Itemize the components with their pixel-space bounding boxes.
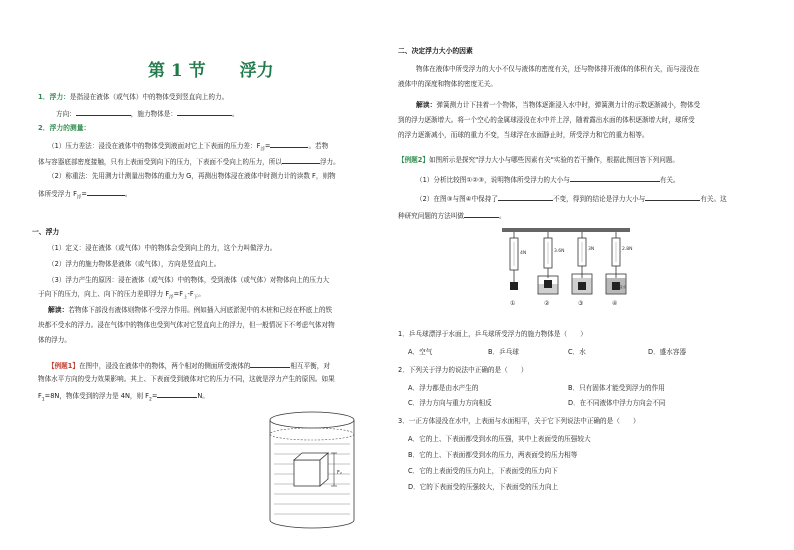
r-note2: 到的浮力逐渐增大。将一个空心的金属球浸没在水中并上浮，随着露出水面的体积逐渐增大时，球所受 <box>398 116 695 124</box>
text: 有关。 <box>659 176 680 184</box>
blank[interactable] <box>464 210 499 218</box>
blank[interactable] <box>157 390 197 398</box>
text: -F <box>187 290 194 298</box>
figure-label: F₂ <box>337 470 342 476</box>
text: 弹簧测力计下挂着一个物体，当物体逐渐浸入水中时，弹簧测力计的示数逐渐减小，物体受 <box>436 101 701 109</box>
text: N。 <box>197 392 209 400</box>
option-c[interactable]: C．水 <box>568 348 586 356</box>
text: 不变，得到的结论是浮力大小与 <box>552 195 646 203</box>
r-line2: 液体中的深度和物体的密度无关。 <box>398 80 497 88</box>
example-2-q2 <box>416 193 727 204</box>
p2-heading <box>38 124 90 133</box>
example-1-line3 <box>38 390 209 404</box>
question-1-options <box>408 348 686 357</box>
subscript: 上 <box>183 295 188 301</box>
text: 种研究问题的方法叫做 <box>398 212 464 220</box>
example-2-label: 【例题2】 <box>398 156 429 164</box>
label-1: ① <box>510 300 516 307</box>
text: 如图所示是探究"浮力大小与哪些因素有关"实验的若干操作，根据此图回答下列问题。 <box>428 156 680 164</box>
text: 。若物 <box>308 142 329 150</box>
s1-line1: （1）定义：浸在液体（或气体）中的物体会受到向上的力，这个力叫做浮力。 <box>48 244 277 252</box>
p2-b1 <box>48 172 336 181</box>
question-3-option-c[interactable]: C．它的上表面受的压力向上，下表面受的压力向下 <box>408 467 558 475</box>
text: （2）在图③与图④中保持了 <box>416 195 498 203</box>
subscript: 浮 <box>169 295 174 301</box>
liquid-surface <box>270 428 354 440</box>
example-2-line <box>398 156 679 165</box>
support-bar <box>502 228 630 232</box>
text: F <box>38 392 42 400</box>
text: 体所受浮力 F <box>38 190 77 198</box>
label-4: ④ <box>612 300 618 307</box>
label-3: ③ <box>578 300 584 307</box>
option-b[interactable]: B．乒乓球 <box>488 348 519 356</box>
beaker-bottom <box>270 520 354 528</box>
text: 在图中，浸没在液体中的物体，两个相对的侧面所受液体的 <box>78 362 251 370</box>
text: 若物体下部没有液体则物体不受浮力作用。例如插入河底淤泥中的木桩和已经在杯底上的铁 <box>68 306 333 314</box>
spring-scale-2 <box>538 232 565 307</box>
text: = <box>81 190 87 198</box>
option-a[interactable]: A．空气 <box>408 348 433 356</box>
blank[interactable] <box>87 188 125 196</box>
subscript: 浮 <box>260 147 265 153</box>
p1-lead: 1．浮力： <box>38 93 70 101</box>
question-3-option-d[interactable]: D．它的下表面受的压强较大，下表面受的压力向上 <box>408 483 559 491</box>
blank[interactable] <box>645 193 700 201</box>
beaker-rim <box>270 412 354 428</box>
s1-line3a: （3）浮力产生的原因：浸在液体（或气体）中的物体，受到液体（或气体）对物体向上的压力大 <box>48 276 330 284</box>
p2-b2 <box>38 188 131 202</box>
text: =8N，物体受到的浮力是 4N，则 F <box>44 392 149 400</box>
reading-4: 2.8N <box>622 247 633 252</box>
question-1: 1．乒乓球漂浮于水面上，乒乓球所受浮力的施力物体是（ ） <box>398 330 587 338</box>
example-1-label: 【例题1】 <box>48 362 79 370</box>
text: 。 <box>198 290 205 298</box>
blank[interactable] <box>76 108 131 116</box>
question-3-option-a[interactable]: A．它的上、下表面都受到水的压强，其中上表面受的压强较大 <box>408 435 591 443</box>
example-2-q1 <box>416 174 680 185</box>
p2-a1 <box>48 140 328 154</box>
question-2-options-row1 <box>408 384 665 393</box>
option-a[interactable]: A．浮力都是由水产生的 <box>408 384 479 392</box>
question-2: 2．下列关于浮力的说法中正确的是（ ） <box>398 366 528 374</box>
text: 。 <box>498 212 506 220</box>
text: = <box>264 142 271 150</box>
example-2-q3 <box>398 210 506 221</box>
subscript: 2 <box>148 397 152 403</box>
reading-3: 3N <box>588 247 595 252</box>
section-1-heading: 一、浮力 <box>32 228 60 236</box>
subscript: 1 <box>41 397 45 403</box>
submerged-cube <box>294 453 328 486</box>
text: 浮力。 <box>319 158 340 166</box>
p1-text: 是指浸在液体（或气体）中的物体受到竖直向上的力。 <box>69 93 229 101</box>
text: （2）称重法：先用测力计测量出物体的重力为 G，再测出物体浸在液体中时测力计的读数 F，则物 <box>48 172 336 180</box>
text: =F <box>173 290 183 298</box>
blank[interactable] <box>282 156 320 164</box>
question-3-option-b[interactable]: B．它的上、下表面都受到水的压力，两表面受的压力相等 <box>408 451 578 459</box>
option-b[interactable]: B．只有固体才能受到浮力的作用 <box>568 384 665 392</box>
example-1-line1 <box>48 360 330 371</box>
p2-lead: 2．浮力的测量： <box>38 124 91 132</box>
label-2: ② <box>544 300 550 307</box>
s1-line3b <box>38 290 205 302</box>
text: 体与容器底部密度接触，只有上表面受到向下的压力，下表面不受向上的压力，所以 <box>38 158 282 166</box>
subscript: 浮 <box>76 195 82 201</box>
r-note3: 的浮力逐渐减小，而球的重力不变，当球浮在水面静止时，所受浮力和它的重力相等。 <box>398 131 649 139</box>
page-title <box>148 56 274 81</box>
r-line1: 物体在液体中所受浮力的大小不仅与液体的密度有关，还与物体排开液体的体积有关，而与浸没在 <box>416 65 700 73</box>
blank[interactable] <box>177 108 232 116</box>
p1-line <box>38 93 228 102</box>
option-d[interactable]: D．在不同液体中浮力方向会不同 <box>568 399 666 407</box>
note-line1 <box>48 306 332 315</box>
liquid-label: 盐水 <box>619 285 627 289</box>
section-2-heading: 二、决定浮力大小的因素 <box>398 47 473 55</box>
p2-a2 <box>38 156 340 167</box>
text: 相互平衡，对 <box>290 362 330 370</box>
text: 有关。这 <box>700 195 727 203</box>
note-label: 解读： <box>48 306 69 314</box>
spring-scale-1 <box>510 232 526 307</box>
blank[interactable] <box>250 360 290 368</box>
section-number: 第 1 节 <box>148 61 206 81</box>
note-label: 解读： <box>416 101 437 109</box>
beaker-figure <box>262 408 372 538</box>
p1-dir-label: 方向： <box>56 110 76 118</box>
note-line3: 体的浮力。 <box>38 336 71 344</box>
p1-source-label: ，施力物体是： <box>130 110 177 118</box>
blank[interactable] <box>498 193 553 201</box>
reading-1: 4N <box>520 251 527 256</box>
example-1-line2: 物体水平方向的受力效果影响。其上、下表面受到液体对它的压力不同，这就是浮力产生的原因。如果 <box>38 375 335 383</box>
text: （1）分析比较图①②③，说明物体所受浮力的大小与 <box>416 176 570 184</box>
blank[interactable] <box>570 174 660 182</box>
spring-scale-figure <box>498 226 638 308</box>
blank[interactable] <box>270 140 308 148</box>
spring-scale-4 <box>606 232 633 307</box>
s1-line2: （2）浮力的施力物体是液体（或气体），方向是竖直向上。 <box>48 260 221 268</box>
text: 于向下的压力，向上、向下的压力差即浮力 F <box>38 290 170 298</box>
reading-2: 3.6N <box>554 249 565 254</box>
spring-scale-3 <box>572 232 594 307</box>
option-c[interactable]: C．浮力方向与重力方向相反 <box>408 399 492 407</box>
text: = <box>151 392 158 400</box>
r-note1 <box>416 101 700 110</box>
note-line2: 块都不受水的浮力。浸在气体中的物体也受到气体对它竖直向上的浮力，但一般情况下不考虑气体对物 <box>38 321 335 329</box>
text: （1）压力差法：浸没在液体中的物体受到液面对它上下表面的压力差：F <box>48 142 261 150</box>
question-3: 3．一正方体浸没在水中，上表面与水面相平，关于它下列说法中正确的是（ ） <box>398 417 640 425</box>
text: 。 <box>124 190 132 198</box>
question-2-options-row2 <box>408 399 665 408</box>
subscript: 下 <box>193 295 199 301</box>
p1-direction-line: 方向： ，施力物体是： 。 <box>56 110 239 118</box>
section-topic: 浮力 <box>239 61 274 81</box>
option-d[interactable]: D．盛水容器 <box>648 348 687 356</box>
